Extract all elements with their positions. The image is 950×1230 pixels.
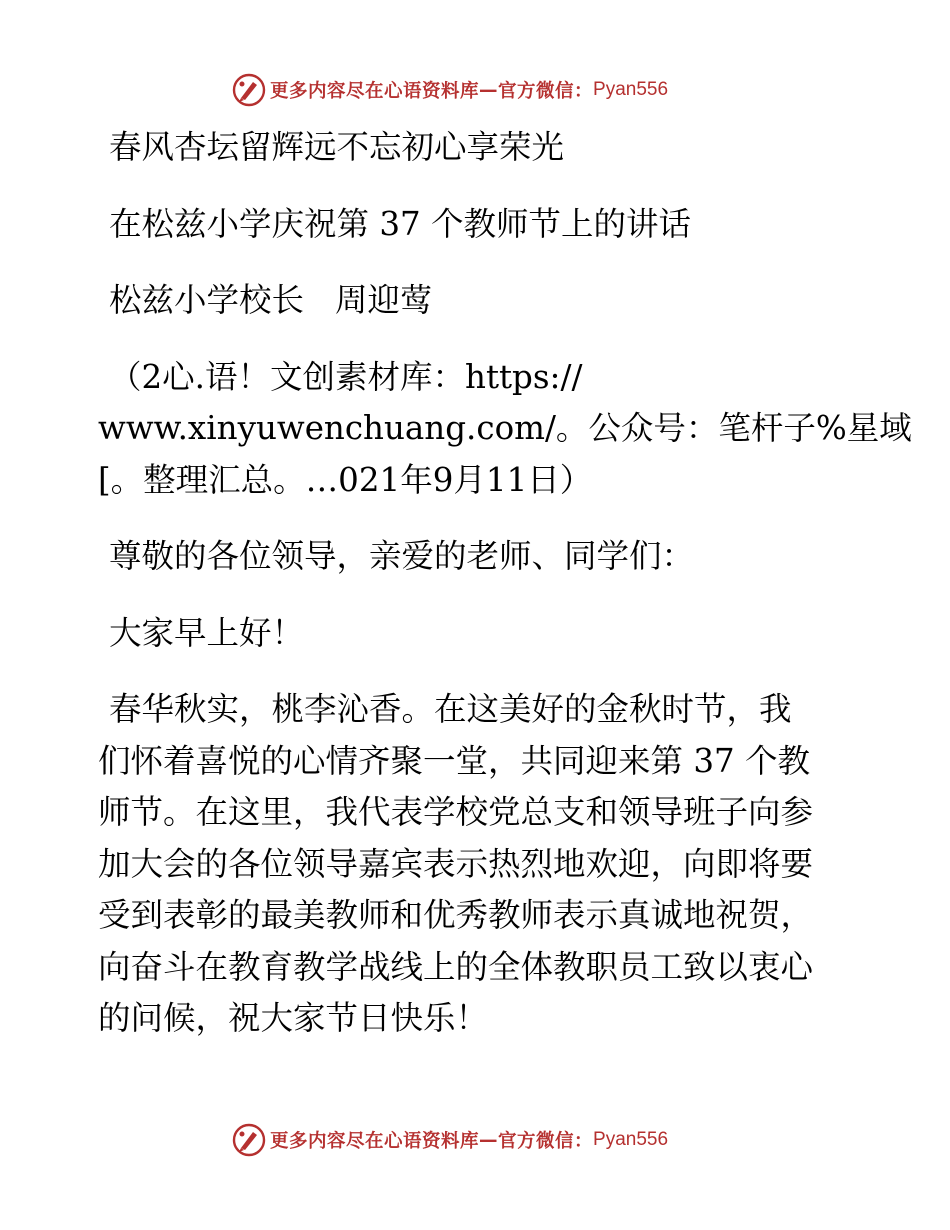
banner-wechat-label: 官方微信： [498,1131,594,1152]
banner-slogan: 更多内容尽在心语资料库 [270,81,480,102]
banner-separator: — [479,1129,499,1151]
banner-wechat-id: Pyan556 [593,79,669,100]
body-line: 春华秋实，桃李沁香。在这美好的金秋时节，我 [109,690,792,728]
document-subtitle: 在松兹小学庆祝第 37 个教师节上的讲话 [109,204,692,243]
quill-pen-logo-icon [232,1123,266,1157]
banner-wechat-id: Pyan556 [593,1129,669,1150]
body-line: 的问候，祝大家节日快乐！ [98,999,489,1037]
body-line: 受到表彰的最美教师和优秀教师表示真诚地祝贺， [98,896,814,934]
source-line: （2心.语！文创素材库：https:// [109,357,583,396]
source-line: [。整理汇总。…021年9月11日） [98,460,593,499]
greeting: 大家早上好！ [109,613,305,652]
header-banner [232,72,732,108]
document-title: 春风杏坛留辉远不忘初心享荣光 [109,128,565,166]
document-author: 松兹小学校长 周迎莺 [109,281,433,319]
footer-banner [232,1122,732,1158]
body-line: 师节。在这里，我代表学校党总支和领导班子向参 [98,793,814,831]
salutation: 尊敬的各位领导，亲爱的老师、同学们： [109,537,695,575]
quill-pen-logo-icon [232,73,266,107]
body-paragraph [98,684,858,1045]
banner-separator: — [479,79,499,101]
body-line: 们怀着喜悦的心情齐聚一堂，共同迎来第 37 个教 [98,741,811,780]
banner-slogan: 更多内容尽在心语资料库 [270,1131,480,1152]
body-line: 向奋斗在教育教学战线上的全体教职员工致以衷心 [98,947,814,986]
document-body [98,122,912,1045]
source-line: www.xinyuwenchuang.com/。公众号：笔杆子%星域 [98,409,912,447]
banner-wechat-label: 官方微信： [498,81,594,102]
source-note [98,352,912,507]
body-line: 加大会的各位领导嘉宾表示热烈地欢迎，向即将要 [98,844,814,883]
